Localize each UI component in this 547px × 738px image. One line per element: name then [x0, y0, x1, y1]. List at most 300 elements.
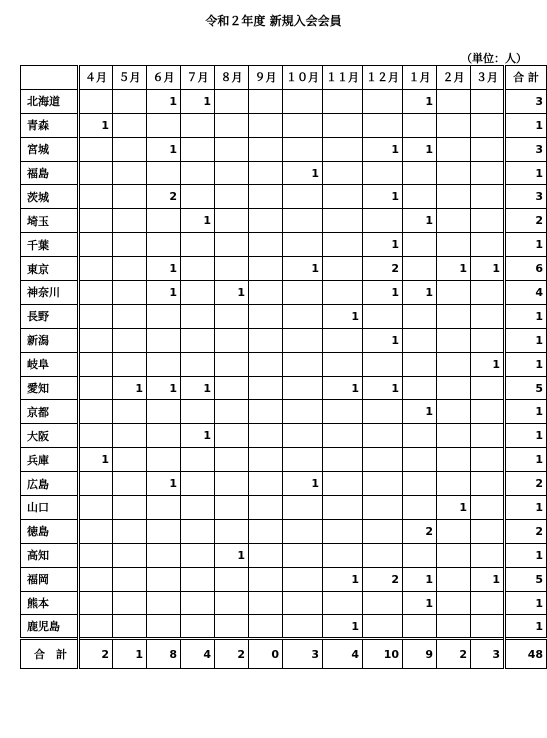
- month-count: 1: [181, 209, 215, 233]
- month-count: [147, 400, 181, 424]
- total-row: [21, 639, 547, 669]
- prefecture-name: 福島: [21, 161, 79, 185]
- month-count: [283, 89, 323, 113]
- prefecture-name: 茨城: [21, 185, 79, 209]
- table-row: [21, 185, 547, 209]
- table-row: [21, 424, 547, 448]
- month-count: [215, 400, 249, 424]
- month-count: [283, 615, 323, 639]
- table-row: [21, 543, 547, 567]
- table-row: [21, 496, 547, 520]
- month-header: １０月: [283, 66, 323, 90]
- month-count: [113, 281, 147, 305]
- row-total: 1: [505, 543, 547, 567]
- month-count: [471, 376, 505, 400]
- month-count: [181, 519, 215, 543]
- month-count: [181, 281, 215, 305]
- month-count: [323, 209, 363, 233]
- table-row: [21, 376, 547, 400]
- month-count: [113, 185, 147, 209]
- month-count: [113, 567, 147, 591]
- month-count: 2: [363, 567, 403, 591]
- month-header: ５月: [113, 66, 147, 90]
- month-count: [79, 424, 113, 448]
- month-count: [215, 233, 249, 257]
- month-count: [323, 472, 363, 496]
- month-count: [471, 424, 505, 448]
- month-count: [113, 472, 147, 496]
- month-count: [113, 233, 147, 257]
- month-count: [249, 304, 283, 328]
- month-count: 1: [283, 257, 323, 281]
- month-count: [181, 496, 215, 520]
- month-count: [249, 376, 283, 400]
- month-count: [113, 543, 147, 567]
- month-count: 2: [215, 639, 249, 669]
- month-count: [471, 496, 505, 520]
- month-count: [181, 567, 215, 591]
- month-count: [403, 185, 437, 209]
- month-count: [437, 137, 471, 161]
- month-count: [471, 304, 505, 328]
- month-header: ４月: [79, 66, 113, 90]
- month-count: [363, 161, 403, 185]
- month-count: [323, 328, 363, 352]
- prefecture-name: 青森: [21, 113, 79, 137]
- month-count: [471, 89, 505, 113]
- header-row: [21, 66, 547, 90]
- month-count: [403, 233, 437, 257]
- month-count: [181, 400, 215, 424]
- month-count: [147, 615, 181, 639]
- month-count: 1: [363, 376, 403, 400]
- month-count: [471, 615, 505, 639]
- prefecture-name: 京都: [21, 400, 79, 424]
- month-count: [215, 448, 249, 472]
- month-count: [215, 161, 249, 185]
- page-title: 令和２年度 新規入会会員: [205, 14, 342, 28]
- month-count: [363, 448, 403, 472]
- month-count: 1: [323, 376, 363, 400]
- month-count: [283, 376, 323, 400]
- month-count: [363, 400, 403, 424]
- month-count: [113, 161, 147, 185]
- month-count: 1: [79, 113, 113, 137]
- table-row: [21, 448, 547, 472]
- month-count: 2: [79, 639, 113, 669]
- month-count: 3: [471, 639, 505, 669]
- members-table: [20, 65, 547, 669]
- row-total: 1: [505, 496, 547, 520]
- row-total: 2: [505, 519, 547, 543]
- month-count: 1: [147, 472, 181, 496]
- row-total: 48: [505, 639, 547, 669]
- month-count: [181, 233, 215, 257]
- month-count: 1: [471, 567, 505, 591]
- row-total: 1: [505, 352, 547, 376]
- table-row: [21, 257, 547, 281]
- table-row: [21, 161, 547, 185]
- month-count: [147, 519, 181, 543]
- month-count: 1: [403, 89, 437, 113]
- month-count: [471, 209, 505, 233]
- row-total: 1: [505, 233, 547, 257]
- month-count: [79, 328, 113, 352]
- month-count: [437, 281, 471, 305]
- month-count: [283, 185, 323, 209]
- month-count: [403, 448, 437, 472]
- month-count: 1: [403, 209, 437, 233]
- prefecture-name: 新潟: [21, 328, 79, 352]
- prefecture-name: 熊本: [21, 591, 79, 615]
- month-count: [403, 543, 437, 567]
- month-count: 1: [181, 424, 215, 448]
- row-total: 1: [505, 448, 547, 472]
- month-count: [249, 519, 283, 543]
- month-count: 1: [113, 376, 147, 400]
- month-count: [79, 161, 113, 185]
- month-count: [437, 519, 471, 543]
- month-count: [147, 113, 181, 137]
- month-count: [249, 591, 283, 615]
- prefecture-name: 鹿児島: [21, 615, 79, 639]
- total-header: 合 計: [505, 66, 547, 90]
- month-count: 1: [181, 89, 215, 113]
- month-count: 1: [363, 185, 403, 209]
- month-count: [437, 376, 471, 400]
- month-count: 2: [437, 639, 471, 669]
- month-count: [403, 161, 437, 185]
- month-count: 4: [323, 639, 363, 669]
- month-count: 1: [79, 448, 113, 472]
- month-header: ９月: [249, 66, 283, 90]
- month-count: [437, 400, 471, 424]
- prefecture-name: 愛知: [21, 376, 79, 400]
- month-count: [181, 543, 215, 567]
- month-count: [249, 448, 283, 472]
- month-count: [283, 137, 323, 161]
- month-count: [283, 496, 323, 520]
- month-count: [79, 89, 113, 113]
- prefecture-name: 兵庫: [21, 448, 79, 472]
- month-count: [363, 591, 403, 615]
- month-count: [249, 209, 283, 233]
- month-count: [79, 137, 113, 161]
- month-count: [215, 113, 249, 137]
- month-count: [437, 472, 471, 496]
- month-count: [363, 209, 403, 233]
- month-count: [113, 257, 147, 281]
- month-count: [249, 424, 283, 448]
- month-count: [249, 328, 283, 352]
- month-count: 1: [147, 89, 181, 113]
- row-total: 3: [505, 137, 547, 161]
- month-count: [215, 472, 249, 496]
- month-count: [79, 591, 113, 615]
- row-total: 1: [505, 424, 547, 448]
- month-count: [181, 615, 215, 639]
- month-count: [181, 591, 215, 615]
- month-count: [323, 400, 363, 424]
- month-count: [249, 543, 283, 567]
- month-count: [403, 424, 437, 448]
- month-count: [79, 376, 113, 400]
- month-count: [79, 567, 113, 591]
- month-count: [283, 352, 323, 376]
- month-count: [283, 424, 323, 448]
- month-count: 10: [363, 639, 403, 669]
- month-count: [181, 352, 215, 376]
- month-count: [403, 376, 437, 400]
- month-header: ３月: [471, 66, 505, 90]
- month-count: 1: [147, 376, 181, 400]
- month-count: [403, 304, 437, 328]
- month-count: 1: [283, 161, 323, 185]
- month-count: [283, 567, 323, 591]
- month-count: [283, 328, 323, 352]
- month-count: [363, 424, 403, 448]
- table-row: [21, 113, 547, 137]
- row-total: 2: [505, 209, 547, 233]
- month-count: 3: [283, 639, 323, 669]
- month-count: [79, 281, 113, 305]
- prefecture-name: 山口: [21, 496, 79, 520]
- row-total: 1: [505, 304, 547, 328]
- month-count: [323, 424, 363, 448]
- month-count: [249, 113, 283, 137]
- month-count: [147, 328, 181, 352]
- month-count: [249, 233, 283, 257]
- month-count: [283, 448, 323, 472]
- month-count: [283, 543, 323, 567]
- month-count: [283, 591, 323, 615]
- month-count: [471, 281, 505, 305]
- month-count: 1: [403, 400, 437, 424]
- month-count: [181, 161, 215, 185]
- month-count: 9: [403, 639, 437, 669]
- prefecture-name: 長野: [21, 304, 79, 328]
- month-count: [437, 304, 471, 328]
- month-header: ２月: [437, 66, 471, 90]
- month-count: [471, 448, 505, 472]
- month-count: 1: [471, 352, 505, 376]
- prefecture-name: 大阪: [21, 424, 79, 448]
- month-count: 1: [147, 281, 181, 305]
- month-count: [113, 113, 147, 137]
- month-header: ８月: [215, 66, 249, 90]
- row-total: 5: [505, 376, 547, 400]
- unit-label: （単位：人）: [461, 52, 527, 65]
- month-count: [363, 472, 403, 496]
- month-count: [249, 352, 283, 376]
- month-count: [181, 304, 215, 328]
- table-row: [21, 400, 547, 424]
- month-count: [437, 352, 471, 376]
- month-count: [249, 89, 283, 113]
- month-count: [323, 519, 363, 543]
- table-row: [21, 567, 547, 591]
- month-count: [113, 591, 147, 615]
- month-count: [113, 615, 147, 639]
- table-row: [21, 328, 547, 352]
- month-count: [113, 137, 147, 161]
- month-count: [249, 496, 283, 520]
- month-count: 1: [181, 376, 215, 400]
- month-count: [249, 567, 283, 591]
- month-count: [249, 615, 283, 639]
- table-row: [21, 209, 547, 233]
- month-count: [181, 448, 215, 472]
- month-count: [147, 233, 181, 257]
- month-count: [471, 113, 505, 137]
- month-count: [249, 400, 283, 424]
- month-count: [147, 567, 181, 591]
- month-header: １月: [403, 66, 437, 90]
- month-count: [181, 472, 215, 496]
- month-count: [249, 281, 283, 305]
- row-total: 2: [505, 472, 547, 496]
- month-count: [147, 352, 181, 376]
- month-count: [283, 304, 323, 328]
- month-count: [79, 400, 113, 424]
- month-count: [363, 113, 403, 137]
- month-count: [437, 424, 471, 448]
- month-count: [215, 519, 249, 543]
- month-count: 1: [403, 567, 437, 591]
- month-count: [215, 376, 249, 400]
- month-count: [437, 448, 471, 472]
- month-count: [283, 113, 323, 137]
- month-count: [147, 304, 181, 328]
- month-count: [249, 137, 283, 161]
- month-count: [323, 448, 363, 472]
- table-row: [21, 591, 547, 615]
- month-count: [147, 209, 181, 233]
- month-count: [215, 328, 249, 352]
- month-count: 1: [323, 567, 363, 591]
- month-header: １１月: [323, 66, 363, 90]
- month-count: [403, 352, 437, 376]
- month-count: [437, 209, 471, 233]
- table-row: [21, 233, 547, 257]
- month-count: [437, 233, 471, 257]
- month-count: [363, 352, 403, 376]
- month-count: [437, 591, 471, 615]
- month-count: [113, 448, 147, 472]
- month-count: [79, 304, 113, 328]
- total-label: 合 計: [21, 639, 79, 669]
- month-count: 1: [323, 615, 363, 639]
- row-total: 5: [505, 567, 547, 591]
- month-count: [323, 496, 363, 520]
- month-count: [437, 161, 471, 185]
- month-count: [147, 161, 181, 185]
- month-count: [113, 424, 147, 448]
- month-count: [79, 257, 113, 281]
- month-count: [113, 328, 147, 352]
- prefecture-name: 神奈川: [21, 281, 79, 305]
- month-count: 1: [283, 472, 323, 496]
- month-count: [471, 328, 505, 352]
- month-count: [471, 185, 505, 209]
- month-count: [181, 137, 215, 161]
- month-count: [403, 113, 437, 137]
- month-count: [113, 496, 147, 520]
- month-count: [403, 257, 437, 281]
- month-count: [215, 89, 249, 113]
- month-count: [215, 137, 249, 161]
- month-count: 2: [363, 257, 403, 281]
- month-count: 1: [437, 496, 471, 520]
- month-header: １２月: [363, 66, 403, 90]
- month-count: [215, 496, 249, 520]
- row-total: 3: [505, 185, 547, 209]
- month-count: [471, 233, 505, 257]
- prefecture-name: 埼玉: [21, 209, 79, 233]
- month-count: 1: [215, 281, 249, 305]
- month-count: [363, 615, 403, 639]
- month-count: [215, 591, 249, 615]
- month-count: [471, 137, 505, 161]
- month-count: [181, 328, 215, 352]
- row-total: 1: [505, 400, 547, 424]
- month-count: [79, 496, 113, 520]
- month-count: [147, 424, 181, 448]
- month-count: [79, 615, 113, 639]
- month-count: 1: [363, 281, 403, 305]
- month-count: [147, 448, 181, 472]
- month-count: [323, 185, 363, 209]
- month-count: 1: [215, 543, 249, 567]
- table-row: [21, 352, 547, 376]
- month-count: [403, 615, 437, 639]
- month-count: [471, 472, 505, 496]
- month-count: [113, 89, 147, 113]
- prefecture-name: 宮城: [21, 137, 79, 161]
- month-count: [403, 472, 437, 496]
- month-count: 1: [403, 591, 437, 615]
- month-count: [147, 591, 181, 615]
- month-count: 2: [147, 185, 181, 209]
- header-corner: [21, 66, 79, 90]
- month-count: [437, 543, 471, 567]
- month-count: [323, 161, 363, 185]
- month-count: [113, 304, 147, 328]
- month-count: [403, 496, 437, 520]
- month-count: [323, 352, 363, 376]
- month-count: [113, 209, 147, 233]
- month-count: [471, 161, 505, 185]
- month-count: [323, 591, 363, 615]
- month-count: [215, 352, 249, 376]
- row-total: 1: [505, 615, 547, 639]
- month-count: 0: [249, 639, 283, 669]
- month-count: [283, 281, 323, 305]
- month-count: [403, 328, 437, 352]
- month-count: [283, 400, 323, 424]
- month-count: [283, 233, 323, 257]
- table-row: [21, 519, 547, 543]
- month-count: [283, 209, 323, 233]
- month-count: [437, 113, 471, 137]
- month-count: 1: [323, 304, 363, 328]
- month-count: [79, 233, 113, 257]
- month-count: 1: [363, 328, 403, 352]
- month-count: [215, 257, 249, 281]
- row-total: 1: [505, 113, 547, 137]
- month-count: [215, 567, 249, 591]
- month-count: [323, 281, 363, 305]
